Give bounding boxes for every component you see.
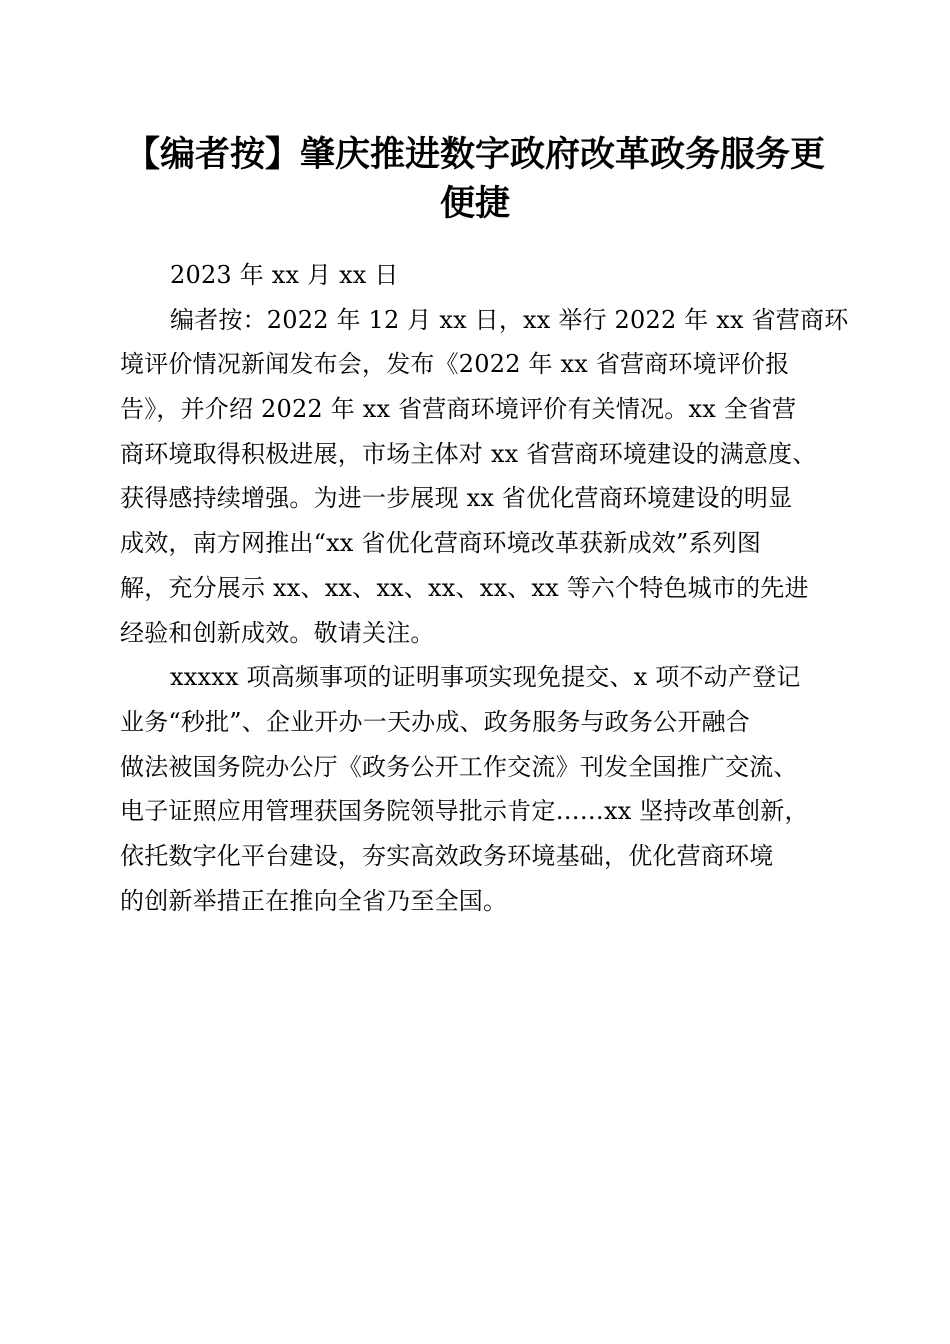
paragraph-line: 经验和创新成效。敬请关注。 — [120, 618, 435, 647]
title-line-2: 便捷 — [439, 184, 510, 224]
paragraph-line: 境评价情况新闻发布会，发布《2022 年 xx 省营商环境评价报 — [120, 350, 790, 379]
paragraph-line: 业务“秒批”、企业开办一天办成、政务服务与政务公开融合 — [120, 707, 750, 736]
paragraph-line: 依托数字化平台建设，夯实高效政务环境基础，优化营商环境 — [120, 841, 774, 870]
document-title — [110, 131, 840, 229]
document-body — [120, 253, 849, 923]
paragraph-line: 解，充分展示 xx、xx、xx、xx、xx、xx 等六个特色城市的先进 — [120, 573, 809, 602]
paragraph-line: 获得感持续增强。为进一步展现 xx 省优化营商环境建设的明显 — [120, 484, 793, 513]
paragraph-line: 成效，南方网推出“xx 省优化营商环境改革获新成效”系列图 — [120, 529, 762, 558]
paragraph-line: 告》，并介绍 2022 年 xx 省营商环境评价有关情况。xx 全省营 — [120, 395, 797, 424]
paragraph-reform-summary — [120, 655, 840, 923]
paragraph-editor-note — [120, 298, 849, 656]
paragraph-line: 的创新举措正在推向全省乃至全国。 — [120, 886, 508, 915]
paragraph-line: 编者按：2022 年 12 月 xx 日，xx 举行 2022 年 xx 省营商环 — [170, 305, 849, 334]
document-date: 2023 年 xx 月 xx 日 — [170, 261, 399, 289]
paragraph-line: xxxxx 项高频事项的证明事项实现免提交、x 项不动产登记 — [170, 663, 801, 692]
paragraph-line: 做法被国务院办公厅《政务公开工作交流》刊发全国推广交流、 — [120, 752, 798, 781]
paragraph-line: 电子证照应用管理获国务院领导批示肯定……xx 坚持改革创新， — [120, 797, 809, 826]
title-line-1: 【编者按】肇庆推进数字政府改革政务服务更 — [124, 135, 825, 175]
paragraph-line: 商环境取得积极进展，市场主体对 xx 省营商环境建设的满意度、 — [120, 439, 817, 468]
